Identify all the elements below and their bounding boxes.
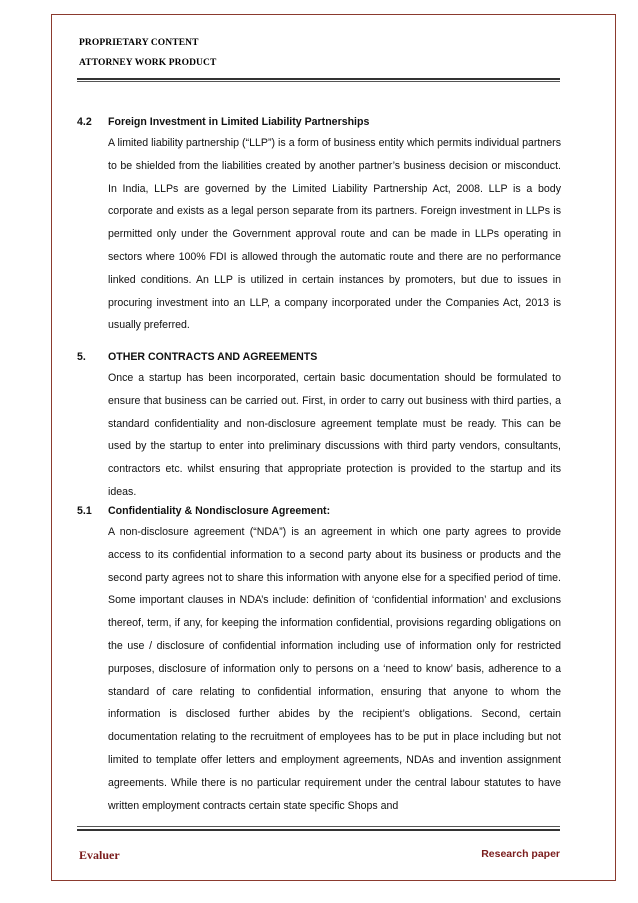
footer-label: Research paper — [481, 848, 560, 860]
section-number: 5.1 — [77, 505, 92, 517]
footer-brand: Evaluer — [79, 848, 120, 862]
section-4-2 — [77, 112, 561, 337]
section-title: Foreign Investment in Limited Liability Partnerships — [108, 116, 370, 128]
header-proprietary: PROPRIETARY CONTENT — [79, 38, 199, 48]
section-body — [108, 132, 561, 337]
header-rule-thin — [77, 81, 560, 82]
section-body — [108, 367, 561, 504]
header-rule — [77, 78, 560, 80]
section-5 — [77, 347, 561, 504]
footer-rule — [77, 829, 560, 831]
section-number: 5. — [77, 351, 86, 363]
section-heading — [77, 347, 561, 367]
paragraph: A non-disclosure agreement (“NDA”) is an agreement in which one party agrees to provide access to its confidential information to a second party about its business or products and the second party agrees not to share this information with anyone else for a specified period of time. Some important clauses in NDA’s include: definition of ‘confidential information’ and exclusions thereof, term, if any, for keeping the information confidential, provisions regarding obligations on the use / disclosure of confidential information including use of information only for restricted purposes, disclosure of information only to persons on a ‘need to know’ basis, adherence to a standard of care relating to confidential information, ensuring that anyone to whom the information is disclosed further abides by the recipient’s obligations. Second, certain documentation relating to the recruitment of employees has to be put in place including but not limited to template offer letters and employment agreements, NDAs and invention assignment agreements. While there is no particular requirement under the central labour statutes to have written employment contracts certain state specific Shops and — [108, 526, 561, 812]
section-number: 4.2 — [77, 116, 92, 128]
section-body — [108, 521, 561, 817]
section-title: OTHER CONTRACTS AND AGREEMENTS — [108, 351, 318, 363]
section-title: Confidentiality & Nondisclosure Agreement: — [108, 505, 331, 517]
section-heading — [77, 112, 561, 132]
footer-rule-thin — [77, 826, 560, 827]
section-heading — [77, 501, 561, 521]
section-5-1 — [77, 501, 561, 817]
paragraph: A limited liability partnership (“LLP”) is a form of business entity which permits individual partners to be shielded from the liabilities created by another partner’s business decision or misconduct. In India, LLPs are governed by the Limited Liability Partnership Act, 2008. LLP is a body corporate and exists as a legal person separate from its partners. Foreign investment in LLPs is permitted only under the Government approval route and can be made in LLPs operating in sectors where 100% FDI is allowed through the automatic route and there are no performance linked conditions. An LLP is utilized in certain instances by promoters, but due to issues in procuring investment into an LLP, a company incorporated under the Companies Act, 2013 is usually preferred. — [108, 137, 561, 332]
header-attorney-work-product: ATTORNEY WORK PRODUCT — [79, 58, 217, 68]
paragraph: Once a startup has been incorporated, certain basic documentation should be formulated to ensure that business can be carried out. First, in order to carry out business with third parties, a standard confidentiality and non-disclosure agreement template must be ready. This can be used by the startup to enter into preliminary discussions with third party vendors, consultants, contractors etc. whilst ensuring that appropriate protection is provided to the startup and its ideas. — [108, 372, 561, 498]
